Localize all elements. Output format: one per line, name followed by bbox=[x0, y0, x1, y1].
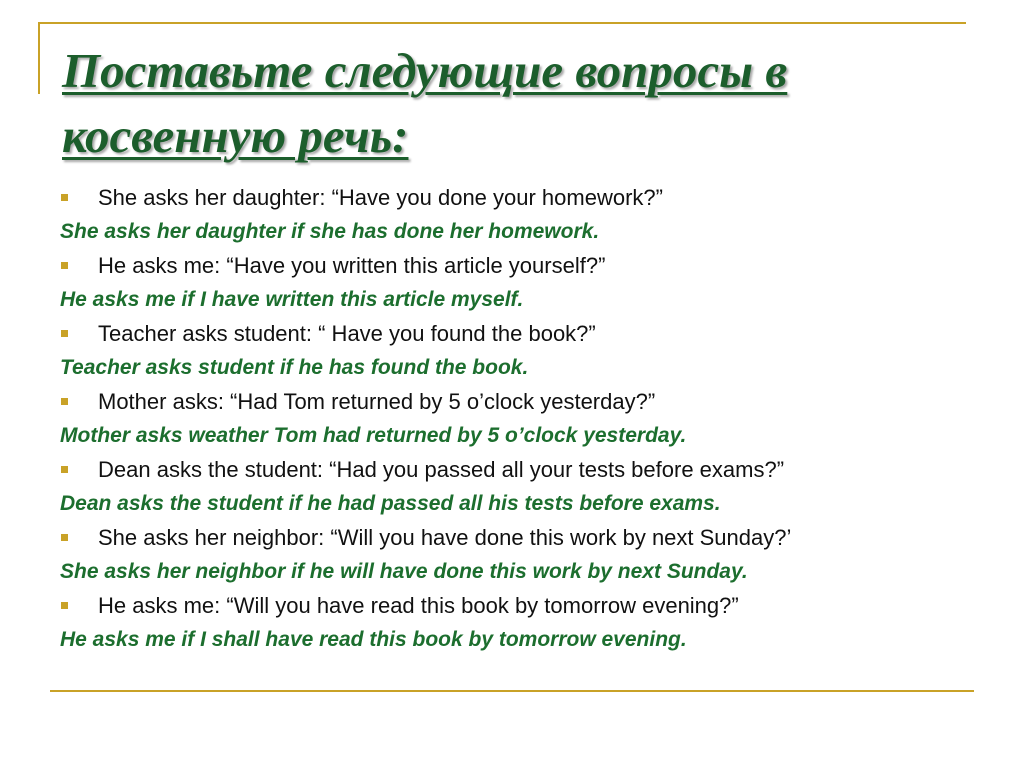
question-item bbox=[60, 453, 1000, 487]
answer-text: She asks her neighbor if he will have done this work by next Sunday. bbox=[60, 560, 748, 583]
square-bullet-icon bbox=[61, 330, 68, 337]
slide-title: Поставьте следующие вопросы в косвенную речь: bbox=[62, 43, 788, 163]
square-bullet-icon bbox=[61, 602, 68, 609]
question-text: He asks me: “Have you written this article yourself?” bbox=[98, 253, 606, 278]
question-text: Mother asks: “Had Tom returned by 5 o’clock yesterday?” bbox=[98, 389, 656, 414]
question-item bbox=[60, 317, 1000, 351]
question-item bbox=[60, 521, 1000, 555]
square-bullet-icon bbox=[61, 534, 68, 541]
exercise-list bbox=[60, 181, 1000, 657]
question-text: Dean asks the student: “Had you passed all your tests before exams?” bbox=[98, 457, 785, 482]
square-bullet-icon bbox=[61, 194, 68, 201]
bottom-rule bbox=[50, 690, 974, 692]
question-text: She asks her daughter: “Have you done your homework?” bbox=[98, 185, 663, 210]
answer-text: She asks her daughter if she has done her homework. bbox=[60, 220, 600, 243]
left-rule bbox=[38, 22, 40, 94]
square-bullet-icon bbox=[61, 466, 68, 473]
top-rule bbox=[38, 22, 966, 24]
square-bullet-icon bbox=[61, 398, 68, 405]
question-text: Teacher asks student: “ Have you found the book?” bbox=[98, 321, 596, 346]
answer-text: Dean asks the student if he had passed all his tests before exams. bbox=[60, 492, 721, 515]
question-text: She asks her neighbor: “Will you have done this work by next Sunday?’ bbox=[98, 525, 792, 550]
answer-text: He asks me if I have written this article myself. bbox=[60, 288, 524, 311]
question-text: He asks me: “Will you have read this book by tomorrow evening?” bbox=[98, 593, 739, 618]
answer-text: Mother asks weather Tom had returned by 5 o’clock yesterday. bbox=[60, 424, 687, 447]
answer-text: Teacher asks student if he has found the book. bbox=[60, 356, 529, 379]
question-item bbox=[60, 589, 1000, 623]
square-bullet-icon bbox=[61, 262, 68, 269]
answer-text: He asks me if I shall have read this book by tomorrow evening. bbox=[60, 628, 687, 651]
question-item bbox=[60, 385, 1000, 419]
question-item bbox=[60, 181, 1000, 215]
question-item bbox=[60, 249, 1000, 283]
